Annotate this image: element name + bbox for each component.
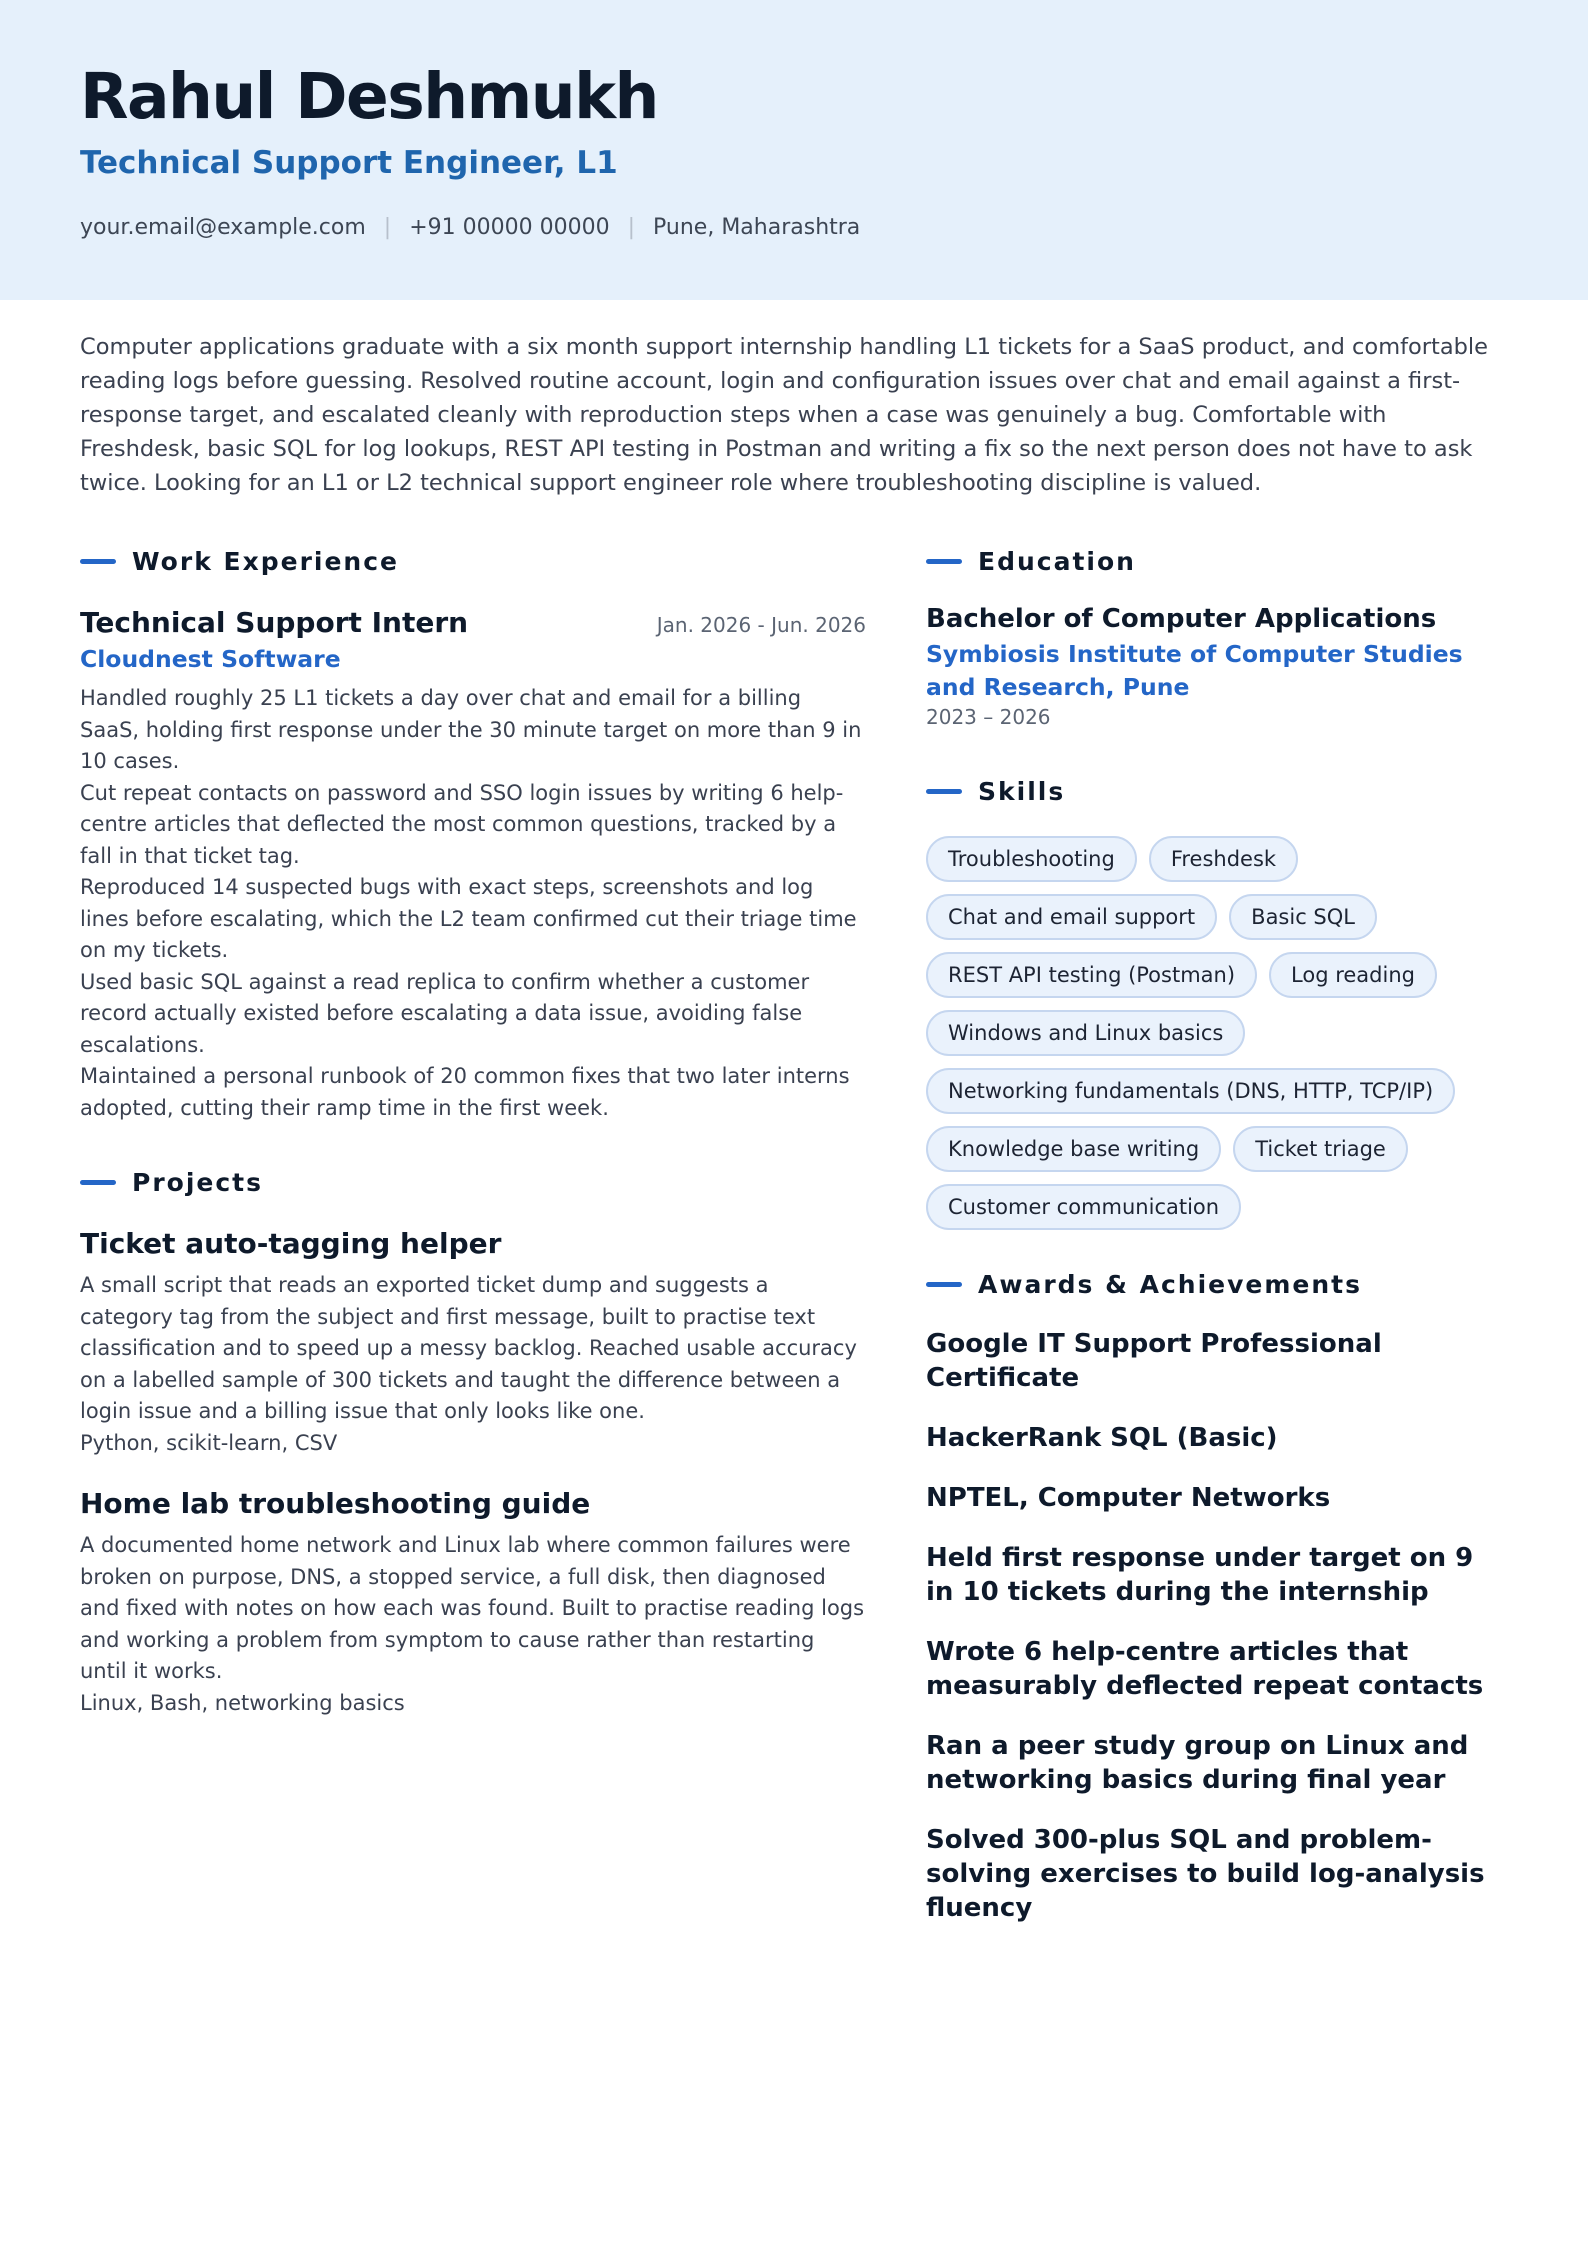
degree: Bachelor of Computer Applications (926, 604, 1437, 634)
contact-separator: | (627, 215, 636, 240)
project-description: A documented home network and Linux lab where common failures were broken on purpose, DNS, a stopped service, a full disk, then diagnosed and fixed with notes on how each was found. Built to practise reading logs and working a problem from symptom to cause rather than restarting until it works. (80, 1533, 865, 1683)
heading-accent-bar (926, 1282, 962, 1287)
experience-bullet: Used basic SQL against a read replica to confirm whether a customer record actually existed before escalating a data issue, avoiding false escalations. (80, 969, 810, 1057)
skill-chip: Troubleshooting (926, 836, 1137, 882)
email: your.email@example.com (80, 215, 366, 240)
project-entry (80, 1487, 866, 1719)
award-item: Solved 300-plus SQL and problem-solving exercises to build log-analysis fluency (926, 1825, 1485, 1923)
project-tech: Linux, Bash, networking basics (80, 1690, 405, 1715)
phone: +91 00000 00000 (409, 215, 610, 240)
skill-chip: Chat and email support (926, 894, 1217, 940)
experience-entry (80, 606, 866, 1124)
education-years: 2023 – 2026 (926, 705, 1051, 729)
skill-chip: Windows and Linux basics (926, 1010, 1245, 1056)
project-tech: Python, scikit-learn, CSV (80, 1430, 338, 1455)
section-title: Work Experience (132, 547, 399, 576)
job-header (80, 606, 866, 639)
experience-bullet: Reproduced 14 suspected bugs with exact steps, screenshots and log lines before escalating, which the L2 team confirmed cut their triage time on my tickets. (80, 875, 857, 962)
experience-bullet: Maintained a personal runbook of 20 common fixes that two later interns adopted, cutting their ramp time in the first week. (80, 1064, 850, 1120)
heading-accent-bar (80, 1180, 116, 1185)
skill-chip: Customer communication (926, 1184, 1241, 1230)
section-heading-projects (80, 1168, 263, 1197)
heading-accent-bar (926, 789, 962, 794)
skill-chip: Log reading (1269, 952, 1437, 998)
experience-bullet: Cut repeat contacts on password and SSO login issues by writing 6 help-centre articles that deflected the most common questions, tracked by a fall in that ticket tag. (80, 780, 844, 868)
company-name: Cloudnest Software (80, 645, 341, 673)
heading-accent-bar (926, 559, 962, 564)
award-item: Held first response under target on 9 in 10 tickets during the internship (926, 1543, 1474, 1607)
award-item: HackerRank SQL (Basic) (926, 1423, 1278, 1453)
section-title: Awards & Achievements (978, 1270, 1363, 1299)
skill-chip: Knowledge base writing (926, 1126, 1221, 1172)
section-heading-education (926, 547, 1136, 576)
section-title: Skills (978, 777, 1066, 806)
section-title: Projects (132, 1168, 264, 1197)
experience-bullet: Handled roughly 25 L1 tickets a day over chat and email for a billing SaaS, holding first response under the 30 minute target on more than 9 in 10 cases. (80, 686, 862, 773)
contact-separator: | (383, 215, 392, 240)
project-description: A small script that reads an exported ticket dump and suggests a category tag from the subject and first message, built to practise text classification and to speed up a messy backlog. Reached usable accuracy on a labelled sample of 300 tickets and taught the difference between a login issue and a billing issue that only looks like one. (80, 1273, 857, 1423)
job-title-headline: Technical Support Engineer, L1 (80, 145, 618, 181)
section-heading-skills (926, 777, 1065, 806)
education-entry (926, 604, 1486, 729)
heading-accent-bar (80, 559, 116, 564)
project-title: Ticket auto-tagging helper (80, 1227, 502, 1260)
skills-chips (926, 836, 1486, 1230)
section-title: Education (978, 547, 1136, 576)
skill-chip: Freshdesk (1149, 836, 1298, 882)
contact-line (80, 215, 860, 240)
project-title: Home lab troubleshooting guide (80, 1487, 591, 1520)
experience-bullets (80, 683, 866, 1124)
job-dates: Jan. 2026 - Jun. 2026 (656, 613, 866, 637)
project-entry (80, 1227, 866, 1459)
skill-chip: Networking fundamentals (DNS, HTTP, TCP/IP) (926, 1068, 1455, 1114)
skill-chip: Basic SQL (1229, 894, 1377, 940)
award-item: Ran a peer study group on Linux and networking basics during final year (926, 1731, 1469, 1795)
summary-paragraph: Computer applications graduate with a six month support internship handling L1 tickets for a SaaS product, and comfortable reading logs before guessing. Resolved routine account, login and configuration issues over chat and email against a first-response target, and escalated cleanly with reproduction steps when a case was genuinely a bug. Comfortable with Freshdesk, basic SQL for log lookups, REST API testing in Postman and writing a fix so the next person does not have to ask twice. Looking for an L1 or L2 technical support engineer role where troubleshooting discipline is valued. (80, 334, 1489, 496)
school-name: Symbiosis Institute of Computer Studies and Research, Pune (926, 640, 1463, 701)
award-item: Google IT Support Professional Certificate (926, 1329, 1382, 1393)
header-band (0, 0, 1588, 300)
award-item: Wrote 6 help-centre articles that measurably deflected repeat contacts (926, 1637, 1484, 1701)
section-heading-awards (926, 1270, 1362, 1299)
award-item: NPTEL, Computer Networks (926, 1483, 1331, 1513)
candidate-name: Rahul Deshmukh (80, 60, 658, 133)
location: Pune, Maharashtra (653, 215, 861, 240)
skill-chip: Ticket triage (1233, 1126, 1408, 1172)
section-heading-experience (80, 547, 399, 576)
awards-list (926, 1327, 1486, 1951)
job-title: Technical Support Intern (80, 606, 469, 639)
skill-chip: REST API testing (Postman) (926, 952, 1257, 998)
